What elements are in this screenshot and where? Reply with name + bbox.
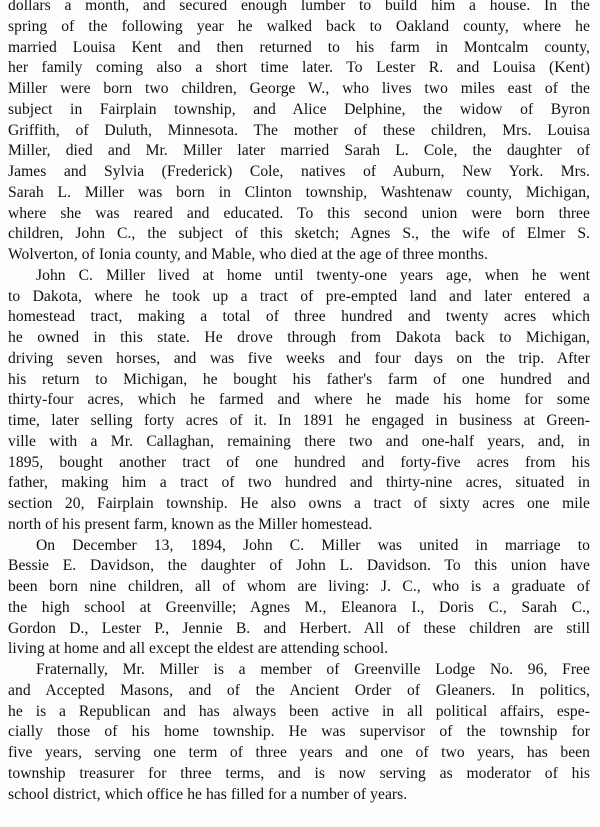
text-line: the high school at Greenville; Agnes M., Eleanora I., Doris C., Sarah C., xyxy=(8,598,590,616)
text-line: to Dakota, where he took up a tract of pre-empted land and later entered a xyxy=(8,287,590,305)
text-line: ville with a Mr. Callaghan, remaining there two and one-half years, and, in xyxy=(8,432,590,450)
text-line: Griffith, of Duluth, Minnesota. The mother of these children, Mrs. Louisa xyxy=(8,121,590,139)
text-line: cially those of his home township. He was supervisor of the township for xyxy=(8,723,590,741)
text-line: driving seven horses, and was five weeks and four days on the trip. After xyxy=(8,349,590,367)
text-line: where she was reared and educated. To this second union were born three xyxy=(8,204,590,222)
text-line: north of his present farm, known as the Miller homestead. xyxy=(8,515,373,533)
paragraph-john-c-miller-career xyxy=(8,266,590,536)
text-line: thirty-four acres, which he farmed and where he made his home for some xyxy=(8,391,590,409)
text-line: and Accepted Masons, and of the Ancient Order of Gleaners. In politics, xyxy=(8,681,590,699)
text-line: township treasurer for three terms, and is now serving as moderator of his xyxy=(8,764,590,782)
text-line: he is a Republican and has always been active in all political affairs, espe- xyxy=(8,702,590,720)
text-line: Gordon D., Lester P., Jennie B. and Herbert. All of these children are still xyxy=(8,619,590,637)
text-line: been born nine children, all of whom are living: J. C., who is a graduate of xyxy=(8,578,590,595)
text-line: Wolverton, of Ionia county, and Mable, who died at the age of three months. xyxy=(8,246,488,263)
text-line: living at home and all except the eldest are attending school. xyxy=(8,640,389,658)
text-line: school district, which office he has filled for a number of years. xyxy=(8,785,408,803)
paragraph-fraternal-political xyxy=(8,660,590,805)
text-line: time, later selling forty acres of it. In 1891 he engaged in business at Green- xyxy=(8,412,590,429)
text-line: spring of the following year he walked back to Oakland county, where he xyxy=(8,17,590,35)
text-line: Fraternally, Mr. Miller is a member of Greenville Lodge No. 96, Free xyxy=(36,661,590,678)
text-line: subject in Fairplain township, and Alice Delphine, the widow of Byron xyxy=(8,100,590,118)
text-line: five years, serving one term of three years and one of two years, has been xyxy=(8,744,590,761)
text-line: John C. Miller lived at home until twenty-one years age, when he went xyxy=(36,266,590,284)
text-line: Sarah L. Miller was born in Clinton township, Washtenaw county, Michigan, xyxy=(8,183,590,201)
text-line: children, John C., the subject of this sketch; Agnes S., the wife of Elmer S. xyxy=(8,225,590,243)
paragraph-family-background xyxy=(8,0,590,266)
text-line: dollars a month, and secured enough lumber to build him a house. In the xyxy=(8,0,590,14)
text-line: Miller, died and Mr. Miller later married Sarah L. Cole, the daughter of xyxy=(8,142,590,160)
text-line: his return to Michigan, he bought his father's farm of one hundred and xyxy=(8,370,590,388)
page-text xyxy=(8,0,590,805)
text-line: Miller were born two children, George W., who lives two miles east of the xyxy=(8,80,590,97)
text-line: Bessie E. Davidson, the daughter of John L. Davidson. To this union have xyxy=(8,557,590,575)
text-line: On December 13, 1894, John C. Miller was united in marriage to xyxy=(36,536,590,554)
text-line: 1895, bought another tract of one hundred and forty-five acres from his xyxy=(8,453,590,471)
text-line: father, making him a tract of two hundred and thirty-nine acres, situated in xyxy=(8,474,590,492)
text-line: section 20, Fairplain township. He also owns a tract of sixty acres one mile xyxy=(8,495,590,512)
text-line: he owned in this state. He drove through from Dakota back to Michigan, xyxy=(8,329,590,346)
paragraph-marriage xyxy=(8,536,590,661)
text-line: James and Sylvia (Frederick) Cole, natives of Auburn, New York. Mrs. xyxy=(8,163,590,180)
text-line: homestead tract, making a total of three hundred and twenty acres which xyxy=(8,308,590,326)
text-line: married Louisa Kent and then returned to his farm in Montcalm county, xyxy=(8,38,590,56)
text-line: her family coming also a short time later. To Lester R. and Louisa (Kent) xyxy=(8,59,590,77)
